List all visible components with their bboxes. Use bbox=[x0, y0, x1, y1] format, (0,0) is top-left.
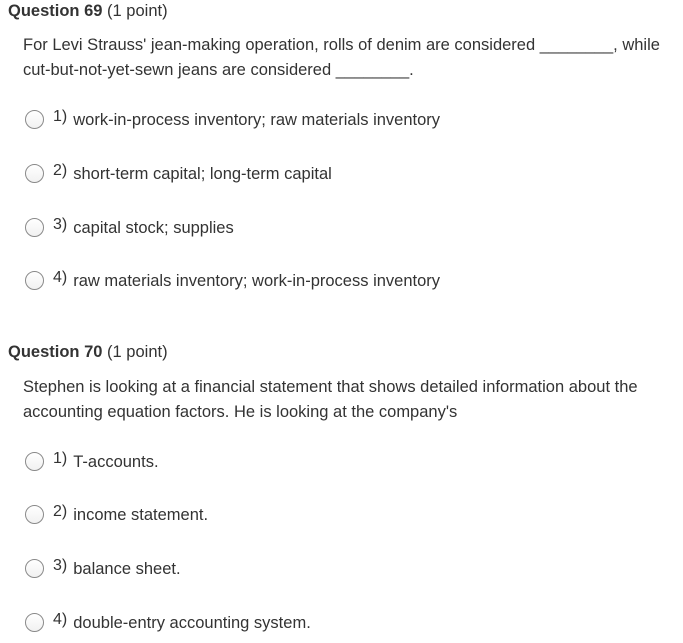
question-header bbox=[8, 341, 168, 363]
question-points: (1 point) bbox=[107, 343, 168, 361]
answer-option-4[interactable] bbox=[25, 268, 440, 292]
option-text: short-term capital; long-term capital bbox=[73, 164, 332, 183]
option-number: 4) bbox=[53, 611, 68, 628]
answer-option-4[interactable] bbox=[25, 610, 311, 634]
question-title: Question 69 bbox=[8, 2, 103, 20]
question-header bbox=[8, 0, 168, 22]
option-text: raw materials inventory; work-in-process inventory bbox=[73, 271, 441, 290]
option-text: T-accounts. bbox=[73, 452, 159, 471]
option-number: 2) bbox=[53, 162, 68, 179]
answer-option-1[interactable] bbox=[25, 449, 159, 473]
option-text: double-entry accounting system. bbox=[73, 613, 311, 632]
radio-button[interactable] bbox=[25, 559, 44, 578]
option-number: 1) bbox=[53, 108, 68, 125]
radio-button[interactable] bbox=[25, 613, 44, 632]
question-text: Stephen is looking at a financial statement that shows detailed information about the accounting equation factors. He is looking at the company's bbox=[23, 378, 638, 421]
option-text: balance sheet. bbox=[73, 559, 181, 578]
answer-option-1[interactable] bbox=[25, 107, 440, 131]
option-number: 3) bbox=[53, 557, 68, 574]
answer-option-2[interactable] bbox=[25, 161, 332, 185]
option-text: capital stock; supplies bbox=[73, 218, 234, 237]
radio-button[interactable] bbox=[25, 452, 44, 471]
radio-button[interactable] bbox=[25, 218, 44, 237]
radio-button[interactable] bbox=[25, 164, 44, 183]
answer-option-3[interactable] bbox=[25, 556, 181, 580]
question-text: For Levi Strauss' jean-making operation, rolls of denim are considered ________, while cut-but-not-yet-sewn jeans are considered ________. bbox=[23, 36, 660, 79]
answer-option-2[interactable] bbox=[25, 502, 208, 526]
option-number: 3) bbox=[53, 216, 68, 233]
answer-option-3[interactable] bbox=[25, 215, 234, 239]
question-points: (1 point) bbox=[107, 2, 168, 20]
radio-button[interactable] bbox=[25, 110, 44, 129]
option-text: work-in-process inventory; raw materials inventory bbox=[73, 110, 441, 129]
radio-button[interactable] bbox=[25, 271, 44, 290]
option-number: 1) bbox=[53, 450, 68, 467]
question-title: Question 70 bbox=[8, 343, 103, 361]
option-number: 4) bbox=[53, 269, 68, 286]
option-text: income statement. bbox=[73, 505, 209, 524]
option-number: 2) bbox=[53, 503, 68, 520]
radio-button[interactable] bbox=[25, 505, 44, 524]
